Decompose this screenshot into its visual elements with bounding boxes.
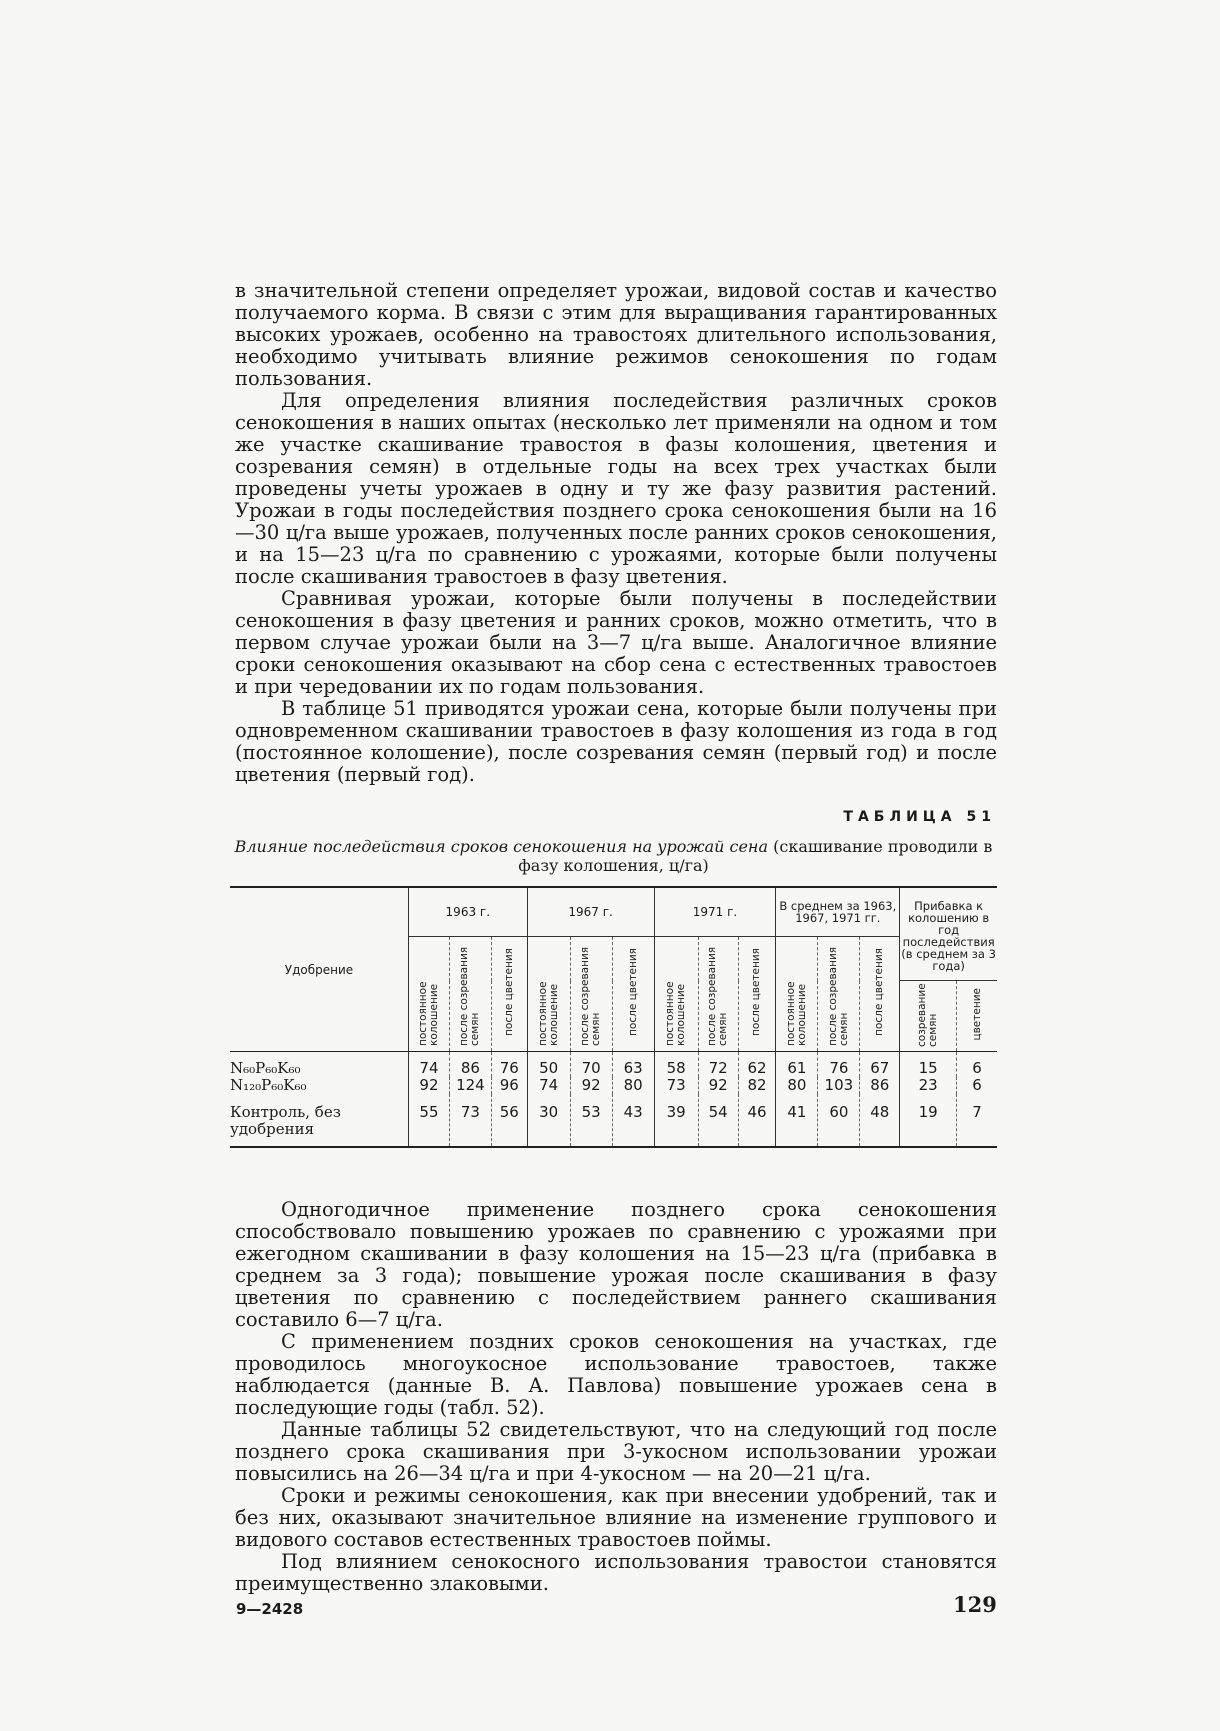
table-cell: 92: [698, 1077, 738, 1094]
table-cell: 50: [527, 1052, 570, 1078]
table-caption-note: (скашивание проводили в фазу колошения, ц/га): [518, 837, 993, 875]
body-text-bottom: [235, 1199, 997, 1595]
paragraph: Под влиянием сенокосного использования травостои становятся преимущественно злаковыми.: [235, 1550, 997, 1595]
table-cell: 80: [612, 1077, 654, 1094]
sub-header: после созревания семян: [826, 946, 850, 1046]
increase-header: Прибавка к колошению в год последействия (в среднем за 3 года): [900, 887, 997, 981]
sub-header: после созревания семян: [579, 946, 603, 1046]
table-number: ТАБЛИЦА 51: [843, 809, 996, 825]
year-header: 1967 г.: [527, 887, 654, 937]
table-row: [230, 1077, 997, 1094]
increase-sub-header: цветение: [970, 987, 983, 1041]
table-cell: 82: [738, 1077, 776, 1094]
paragraph: Для определения влияния последействия различных сроков сенокошения в наших опытах (несколько лет применяли на одном и том же участке скашивание травостоя в фазы колошения, цветения и созревания семян) в отдельные годы на всех трех участках были проведены учеты урожаев в одну и ту же фазу развития растений. Урожаи в годы последействия позднего срока сенокошения были на 16—30 ц/га выше урожаев, полученных после ранних сроков сенокошения, и на 15—23 ц/га по сравнению с урожаями, которые были получены после скашивания травостоев в фазу цветения.: [235, 389, 997, 588]
table-cell: 7: [957, 1094, 997, 1147]
row-label: N₁₂₀P₆₀K₆₀: [230, 1076, 307, 1094]
table-cell: 56: [491, 1094, 527, 1147]
yield-table: [230, 886, 997, 1148]
sub-header: постоянное колошение: [536, 981, 560, 1046]
sub-header: постоянное колошение: [784, 981, 808, 1046]
paragraph: С применением поздних сроков сенокошения на участках, где проводилось многоукосное использование травостоев, также наблюдается (данные В. А. Павлова) повышение урожаев сена в последующие годы (табл. 52).: [235, 1330, 997, 1419]
sub-header: после цветения: [750, 948, 763, 1036]
paragraph: Одногодичное применение позднего срока сенокошения способствовало повышению урожаев по сравнению с урожаями при ежегодном скашивании в фазу колошения на 15—23 ц/га (прибавка в среднем за 3 года); повышение урожая после скашивания в фазу цветения по сравнению с последействием раннего скашивания составило 6—7 ц/га.: [235, 1198, 997, 1331]
table-cell: 124: [449, 1077, 491, 1094]
table-cell: 23: [900, 1077, 957, 1094]
sub-header: после цветения: [873, 948, 886, 1036]
table-cell: 72: [698, 1052, 738, 1078]
printer-signature: 9—2428: [236, 1600, 304, 1618]
table-cell: 70: [570, 1052, 612, 1078]
table-cell: 92: [408, 1077, 449, 1094]
table-cell: 103: [818, 1077, 860, 1094]
sub-header: постоянное колошение: [416, 981, 440, 1046]
table-cell: 58: [654, 1052, 698, 1078]
table-cell: 63: [612, 1052, 654, 1078]
year-header: 1971 г.: [654, 887, 776, 937]
table-cell: 76: [818, 1052, 860, 1078]
page-number: 129: [953, 1592, 997, 1617]
table-cell: 19: [900, 1094, 957, 1147]
table-cell: 74: [527, 1077, 570, 1094]
average-header: В среднем за 1963, 1967, 1971 гг.: [776, 887, 900, 937]
table-cell: 43: [612, 1094, 654, 1147]
table-cell: 76: [491, 1052, 527, 1078]
year-header: 1963 г.: [408, 887, 527, 937]
paragraph: Данные таблицы 52 свидетельствуют, что на следующий год после позднего срока скашивания при 3-укосном использовании урожаи повысились на 26—34 ц/га и при 4-укосном — на 20—21 ц/га.: [235, 1418, 997, 1485]
table-cell: 55: [408, 1094, 449, 1147]
stub-header: Удобрение: [230, 887, 408, 1052]
table-caption: [230, 837, 997, 875]
table-cell: 39: [654, 1094, 698, 1147]
table-cell: 73: [449, 1094, 491, 1147]
table-cell: 60: [818, 1094, 860, 1147]
table-cell: 86: [860, 1077, 900, 1094]
sub-header: после цветения: [502, 948, 515, 1036]
sub-header: после созревания семян: [706, 946, 730, 1046]
sub-header: постоянное колошение: [664, 981, 688, 1046]
table-cell: 62: [738, 1052, 776, 1078]
table-cell: 46: [738, 1094, 776, 1147]
table-cell: 67: [860, 1052, 900, 1078]
paragraph: В таблице 51 приводятся урожаи сена, которые были получены при одновременном скашивании травостоев в фазу колошения из года в год (постоянное колошение), после созревания семян (первый год) и после цветения (первый год).: [235, 697, 997, 786]
table-caption-title: Влияние последействия сроков сенокошения на урожай сена: [234, 837, 769, 856]
table-cell: 6: [957, 1077, 997, 1094]
paragraph: Сроки и режимы сенокошения, как при внесении удобрений, так и без них, оказывают значительное влияние на изменение группового и видового составов естественных травостоев поймы.: [235, 1484, 997, 1551]
sub-header: после созревания семян: [458, 946, 482, 1046]
increase-sub-header: созревание семян: [916, 983, 940, 1047]
table-cell: 61: [776, 1052, 818, 1078]
table-cell: 54: [698, 1094, 738, 1147]
table-cell: 6: [957, 1052, 997, 1078]
body-text-top: [235, 280, 997, 786]
row-label: N₆₀P₆₀K₆₀: [230, 1052, 408, 1078]
sub-header: после цветения: [626, 948, 639, 1036]
table-cell: 86: [449, 1052, 491, 1078]
table-cell: 41: [776, 1094, 818, 1147]
table-cell: 96: [491, 1077, 527, 1094]
table-cell: 15: [900, 1052, 957, 1078]
table-cell: 73: [654, 1077, 698, 1094]
table-cell: 30: [527, 1094, 570, 1147]
table-cell: 48: [860, 1094, 900, 1147]
table-cell: 92: [570, 1077, 612, 1094]
table-row: [230, 1094, 997, 1147]
paragraph: в значительной степени определяет урожаи, видовой состав и качество получаемого корма. В связи с этим для выращивания гарантированных высоких урожаев, особенно на травостоях длительного использования, необходимо учитывать влияние режимов сенокошения по годам пользования.: [235, 279, 997, 390]
paragraph: Сравнивая урожаи, которые были получены в последействии сенокошения в фазу цветения и ранних сроков, можно отметить, что в первом случае урожаи были на 3—7 ц/га выше. Аналогичное влияние сроки сенокошения оказывают на сбор сена с естественных травостоев и при чередовании их по годам пользования.: [235, 587, 997, 698]
table-cell: 53: [570, 1094, 612, 1147]
table-cell: 80: [776, 1077, 818, 1094]
row-label: Контроль, без удобрения: [230, 1094, 408, 1147]
table-row: [230, 1052, 997, 1078]
table-cell: 74: [408, 1052, 449, 1078]
